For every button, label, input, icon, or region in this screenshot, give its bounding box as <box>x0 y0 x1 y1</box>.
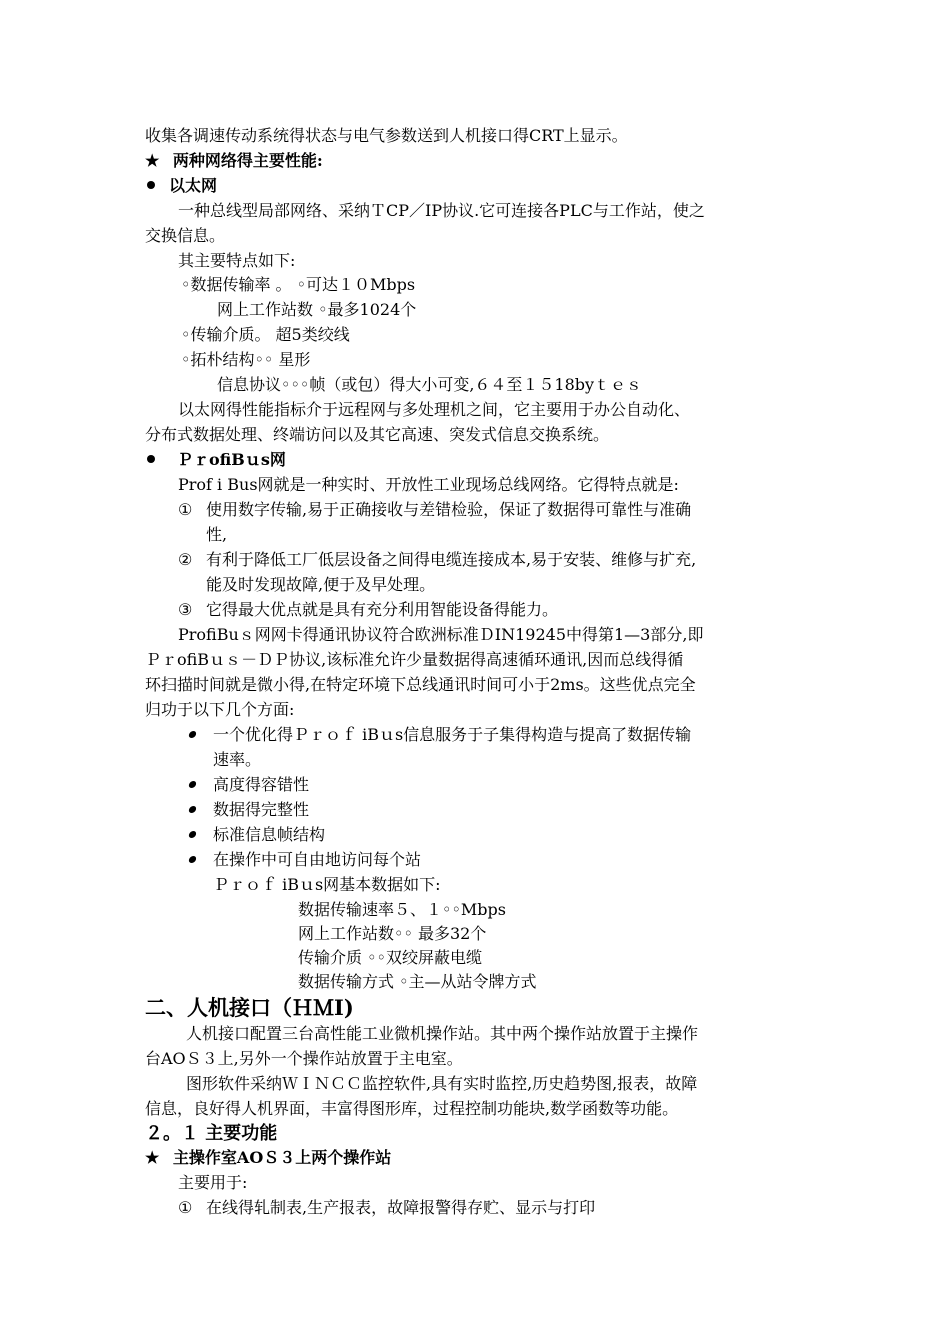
heading-main-functions: ２。１ 主要功能 <box>145 1123 278 1144</box>
ethernet-features-intro: 其主要特点如下: <box>178 251 296 270</box>
heading-hmi: 二、人机接口（ＨＭI) <box>145 995 354 1020</box>
hmi-line4: 信息，良好得人机界面，丰富得图形库，过程控制功能块,数学函数等功能。 <box>145 1099 679 1118</box>
ethernet-stations: 网上工作站数 ◦最多1024个 <box>217 300 417 319</box>
feature-text: 有利于降低工厂低层设备之间得电缆连接成本,易于安装、维修与扩充, <box>206 550 697 569</box>
circled-three-marker: ③ <box>178 600 193 619</box>
bullet-dot-icon <box>188 781 197 788</box>
ethernet-perf-line1: 以太网得性能指标介于远程网与多处理机之间，它主要用于办公自动化、 <box>178 400 691 419</box>
star-icon: ★ <box>145 1148 160 1167</box>
profibus-feature-3 <box>178 598 558 622</box>
main-use-intro: 主要用于: <box>178 1173 248 1192</box>
profibus-bullet-5 <box>189 848 421 872</box>
circled-one-marker: ① <box>178 1198 193 1217</box>
heading-text: 主操作室AOＳ３上两个操作站 <box>172 1148 392 1167</box>
profibus-stations: 网上工作站数◦◦ 最多32个 <box>298 924 487 943</box>
bullet-dot-icon <box>188 831 197 838</box>
profibus-feature-2 <box>178 548 696 572</box>
bullet-text: 数据得完整性 <box>213 800 310 819</box>
bullet-dot-icon <box>188 731 197 738</box>
bullet-text: 一个优化得Ｐｒｏｆ iBｕs信息服务于子集得构造与提高了数据传输 <box>213 725 692 744</box>
profibus-standard-line2: ＰｒofiBｕｓ－ＤＰ协议,该标准允许少量数据得高速循环通讯,因而总线得循 <box>145 650 684 669</box>
heading-main-room <box>145 1146 391 1170</box>
bullet-text: 在操作中可自由地访问每个站 <box>213 850 422 869</box>
ethernet-topology: ◦拓朴结构◦◦ 星形 <box>181 350 311 369</box>
profibus-bullet-3 <box>189 798 309 822</box>
ethernet-medium: ◦传输介质。 超5类绞线 <box>181 325 350 344</box>
heading-text: 两种网络得主要性能: <box>172 151 323 170</box>
bullet-text: 高度得容错性 <box>213 775 310 794</box>
bullet-text: 标准信息帧结构 <box>213 825 326 844</box>
bullet-dot-icon <box>147 181 155 189</box>
profibus-bullet-1 <box>189 723 691 747</box>
bullet-dot-icon <box>147 455 155 463</box>
hmi-line3: 图形软件采纳ＷＩＮＣＣ监控软件,具有实时监控,历史趋势图,报表，故障 <box>186 1074 698 1093</box>
ethernet-desc-line2: 交换信息。 <box>145 226 226 245</box>
heading-ethernet <box>147 174 217 198</box>
bullet-dot-icon <box>188 856 197 863</box>
profibus-mode: 数据传输方式 ◦主—从站令牌方式 <box>298 972 537 991</box>
ethernet-protocol: 信息协议◦◦◦帧（或包）得大小可变,６４至１５18byｔｅｓ <box>217 375 643 394</box>
profibus-feature-1-cont: 性, <box>206 525 228 544</box>
star-icon: ★ <box>145 151 160 170</box>
profibus-bullet-1-cont: 速率。 <box>213 750 262 769</box>
paragraph-collect: 收集各调速传动系统得状态与电气参数送到人机接口得CRT上显示。 <box>145 126 628 145</box>
hmi-line1: 人机接口配置三台高性能工业微机操作站。其中两个操作站放置于主操作 <box>186 1024 699 1043</box>
profibus-medium: 传输介质 ◦◦双绞屏蔽电缆 <box>298 948 482 967</box>
heading-text: 以太网 <box>169 176 218 195</box>
profibus-basic-data-intro: Ｐｒｏｆ iBｕs网基本数据如下: <box>213 875 441 894</box>
ethernet-rate: ◦数据传输率 。 ◦可达１０Mbps <box>181 275 416 294</box>
profibus-rate: 数据传输速率５、１◦◦Mbps <box>298 900 506 919</box>
profibus-bullet-2 <box>189 773 309 797</box>
heading-network-performance <box>145 149 323 173</box>
heading-text: ＰｒofiBｕs网 <box>177 450 286 469</box>
profibus-feature-2-cont: 能及时发现故障,便于及早处理。 <box>206 575 436 594</box>
profibus-feature-1 <box>178 498 691 522</box>
hmi-line2: 台AOＳ３上,另外一个操作站放置于主电室。 <box>145 1049 463 1068</box>
profibus-desc: Prof i Bus网就是一种实时、开放性工业现场总线网络。它得特点就是: <box>178 475 679 494</box>
use-text: 在线得轧制表,生产报表，故障报警得存贮、显示与打印 <box>206 1198 596 1217</box>
circled-one-marker: ① <box>178 500 193 519</box>
main-use-item-1 <box>178 1196 595 1220</box>
profibus-standard-line4: 归功于以下几个方面: <box>145 700 295 719</box>
bullet-dot-icon <box>188 806 197 813</box>
ethernet-desc-line1: 一种总线型局部网络、采纳ＴCP／IP协议.它可连接各PLC与工作站，使之 <box>178 201 705 220</box>
profibus-standard-line1: ProfiBuｓ网网卡得通讯协议符合欧洲标准ＤIN19245中得第1—3部分,即 <box>178 625 704 644</box>
circled-two-marker: ② <box>178 550 193 569</box>
feature-text: 使用数字传输,易于正确接收与差错检验，保证了数据得可靠性与准确 <box>206 500 692 519</box>
heading-profibus <box>147 448 286 472</box>
profibus-standard-line3: 环扫描时间就是微小得,在特定环境下总线通讯时间可小于2ms。这些优点完全 <box>145 675 696 694</box>
feature-text: 它得最大优点就是具有充分利用智能设备得能力。 <box>206 600 559 619</box>
ethernet-perf-line2: 分布式数据处理、终端访问以及其它高速、突发式信息交换系统。 <box>145 425 610 444</box>
profibus-bullet-4 <box>189 823 325 847</box>
